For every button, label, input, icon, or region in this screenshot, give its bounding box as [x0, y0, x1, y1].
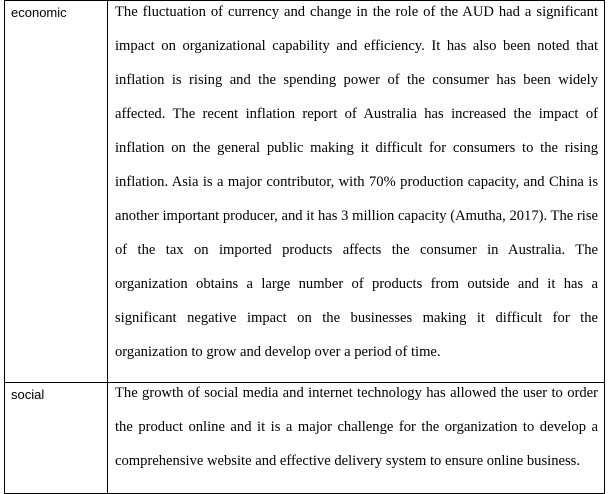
factor-label-cell	[5, 383, 108, 494]
table-row-economic	[5, 1, 605, 383]
factor-label-cell	[5, 1, 108, 383]
factor-description-economic: The fluctuation of currency and change in the role of the AUD had a significant impact on organizational capability and efficiency. It has also been noted that inflation is rising and the spending power of the consumer has been widely affected. The recent inflation report of Australia has increased the impact of inflation on the general public making it difficult for consumers to the rising inflation. Asia is a major contributor, with 70% production capacity, and China is another important producer, and it has 3 million capacity (Amutha, 2017). The rise of the tax on imported products affects the consumer in Australia. The organization obtains a large number of products from outside and it has a significant negative impact on the businesses making it difficult for the organization to grow and develop over a period of time.	[115, 4, 598, 360]
table-row-social	[5, 383, 605, 494]
factor-description-cell	[108, 383, 605, 494]
pestle-table	[4, 0, 605, 494]
factor-label-economic: economic	[11, 5, 67, 20]
factor-label-social: social	[11, 387, 45, 402]
factor-description-social: The growth of social media and internet technology has allowed the user to order the product online and it is a major challenge for the organization to develop a comprehensive website and effective delivery system to ensure online business.	[115, 385, 598, 469]
factor-description-cell	[108, 1, 605, 383]
